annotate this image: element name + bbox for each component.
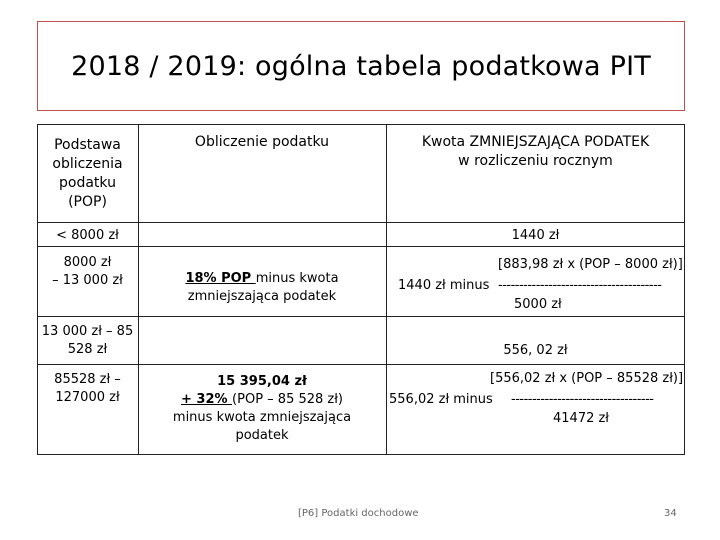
calc-upper-line2 xyxy=(181,391,343,409)
slide-title: 2018 / 2019: ogólna tabela podatkowa PIT xyxy=(71,50,651,82)
row2-base-line: – 13 000 zł xyxy=(52,273,123,288)
row3-base xyxy=(37,321,138,361)
row3-reduce-text: 556, 02 zł xyxy=(503,343,568,358)
calc-upper-line4: podatek xyxy=(235,428,289,443)
header-base xyxy=(37,126,138,222)
calc-upper-rest: (POP – 85 528 zł) xyxy=(232,392,344,407)
row1-base xyxy=(37,226,138,246)
header-calc-label: Obliczenie podatku xyxy=(194,133,330,150)
row4-lead: 556,02 zł minus xyxy=(389,392,493,407)
calc-upper-line1: 15 395,04 zł xyxy=(217,374,307,389)
row2-numerator: [883,98 zł x (POP – 8000 zł)] xyxy=(498,257,683,272)
header-base-line: Podstawa xyxy=(54,137,121,153)
column-divider xyxy=(386,124,387,455)
row-divider xyxy=(37,364,685,365)
calc-lower xyxy=(138,268,386,308)
row2-fraction-bar: --------------------------------------- xyxy=(498,278,662,293)
row2-lead: 1440 zł minus xyxy=(398,278,490,293)
calc-upper-line3: minus kwota zmniejszająca xyxy=(172,410,352,425)
header-base-line: (POP) xyxy=(68,194,107,210)
row4-base-line: 127000 zł xyxy=(55,390,120,405)
row2-base xyxy=(37,252,138,292)
row3-reduce xyxy=(386,341,685,361)
row3-base-line: 13 000 zł – 85 xyxy=(41,324,134,339)
row-divider xyxy=(37,316,685,317)
header-base-line: podatku xyxy=(59,175,116,191)
calc-lower-line1 xyxy=(185,270,338,288)
calc-upper xyxy=(138,369,386,449)
footer-caption: [P6] Podatki dochodowe xyxy=(298,508,419,519)
calc-lower-rest: minus kwota xyxy=(255,271,339,286)
header-reduce-line: w rozliczeniu rocznym xyxy=(458,153,613,169)
calc-upper-rate: + 32% xyxy=(180,392,233,407)
row4-denominator: 41472 zł xyxy=(553,411,610,426)
header-reduce xyxy=(386,132,685,172)
title-box xyxy=(37,21,685,111)
page-number: 34 xyxy=(664,508,677,519)
row2-denominator: 5000 zł xyxy=(514,297,562,312)
row1-reduce-text: 1440 zł xyxy=(511,228,560,243)
calc-lower-line2: zmniejszająca podatek xyxy=(187,289,337,304)
row4-base xyxy=(37,369,138,409)
row4-fraction-bar: ---------------------------------- xyxy=(511,392,654,407)
row4-numerator: [556,02 zł x (POP – 85528 zł)] xyxy=(490,371,684,386)
header-reduce-line: Kwota ZMNIEJSZAJĄCA PODATEK xyxy=(421,134,650,150)
row4-base-line: 85528 zł – xyxy=(54,372,121,387)
header-base-line: obliczenia xyxy=(52,156,123,172)
header-calc xyxy=(138,132,386,152)
row3-base-line: 528 zł xyxy=(67,342,108,357)
row-divider xyxy=(37,246,685,247)
calc-lower-rate: 18% POP xyxy=(185,271,256,286)
row2-base-line: 8000 zł xyxy=(63,255,112,270)
row1-reduce xyxy=(386,226,685,246)
row1-base-text: < 8000 zł xyxy=(56,228,119,243)
row-divider xyxy=(37,222,685,223)
